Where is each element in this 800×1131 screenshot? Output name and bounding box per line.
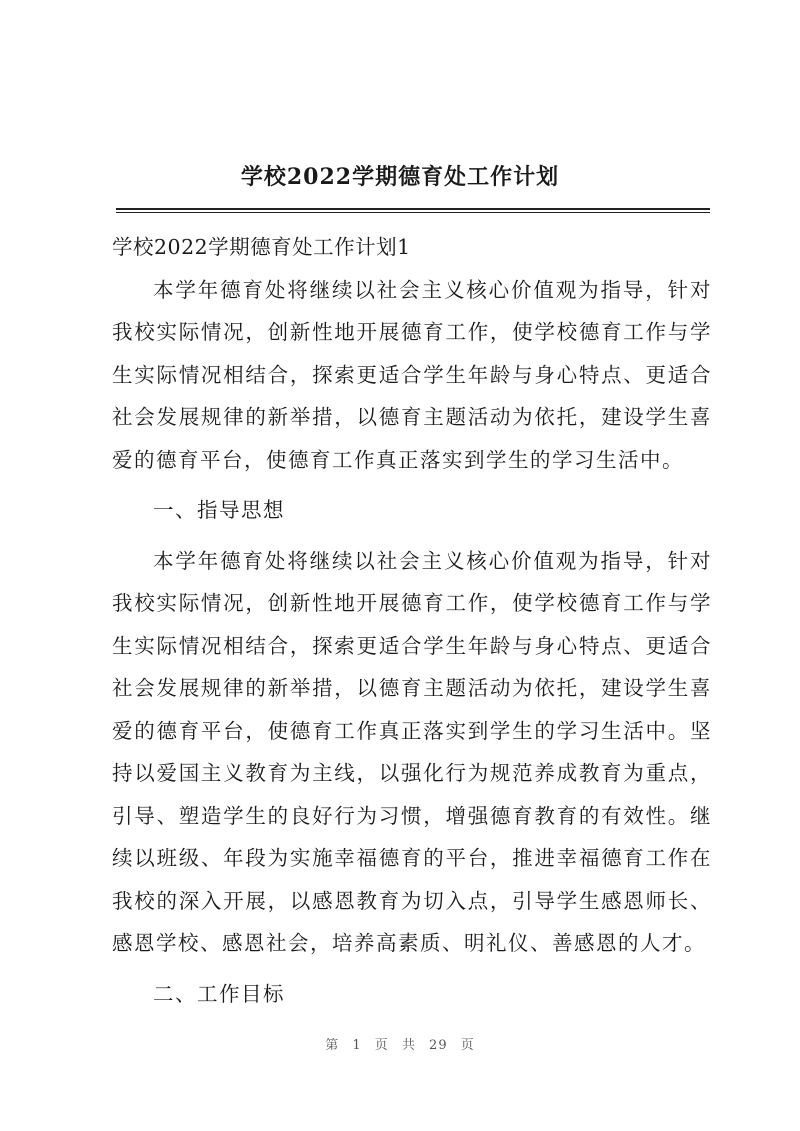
document-title: 学校2022学期德育处工作计划 xyxy=(240,164,560,190)
section-heading-guiding-ideology: 一、指导思想 xyxy=(153,498,285,522)
document-subtitle: 学校2022学期德育处工作计划1 xyxy=(112,235,411,259)
title-divider xyxy=(116,208,710,213)
page-footer: 第 1 页 共 29 页 xyxy=(325,1038,475,1053)
section-heading-work-goals: 二、工作目标 xyxy=(153,981,285,1006)
document-body xyxy=(112,226,712,1023)
intro-paragraph: 本学年德育处将继续以社会主义核心价值观为指导，针对我校实际情况，创新性地开展德育工作，使学校德育工作与学生实际情况相结合，探索更适合学生年龄与身心特点、更适合社会发展规律的新举措，以德育主题活动为依托，建设学生喜爱的德育平台，使德育工作真正落实到学生的学习生活中。 xyxy=(112,277,712,472)
guiding-ideology-paragraph: 本学年德育处将继续以社会主义核心价值观为指导，针对我校实际情况，创新性地开展德育工作，使学校德育工作与学生实际情况相结合，探索更适合学生年龄与身心特点、更适合社会发展规律的新举措，以德育主题活动为依托，建设学生喜爱的德育平台，使德育工作真正落实到学生的学习生活中。坚持以爱国主义教育为主线，以强化行为规范养成教育为重点，引导、塑造学生的良好行为习惯，增强德育教育的有效性。继续以班级、年段为实施幸福德育的平台，推进幸福德育工作在我校的深入开展，以感恩教育为切入点，引导学生感恩师长、感恩学校、感恩社会，培养高素质、明礼仪、善感恩的人才。 xyxy=(112,548,712,955)
